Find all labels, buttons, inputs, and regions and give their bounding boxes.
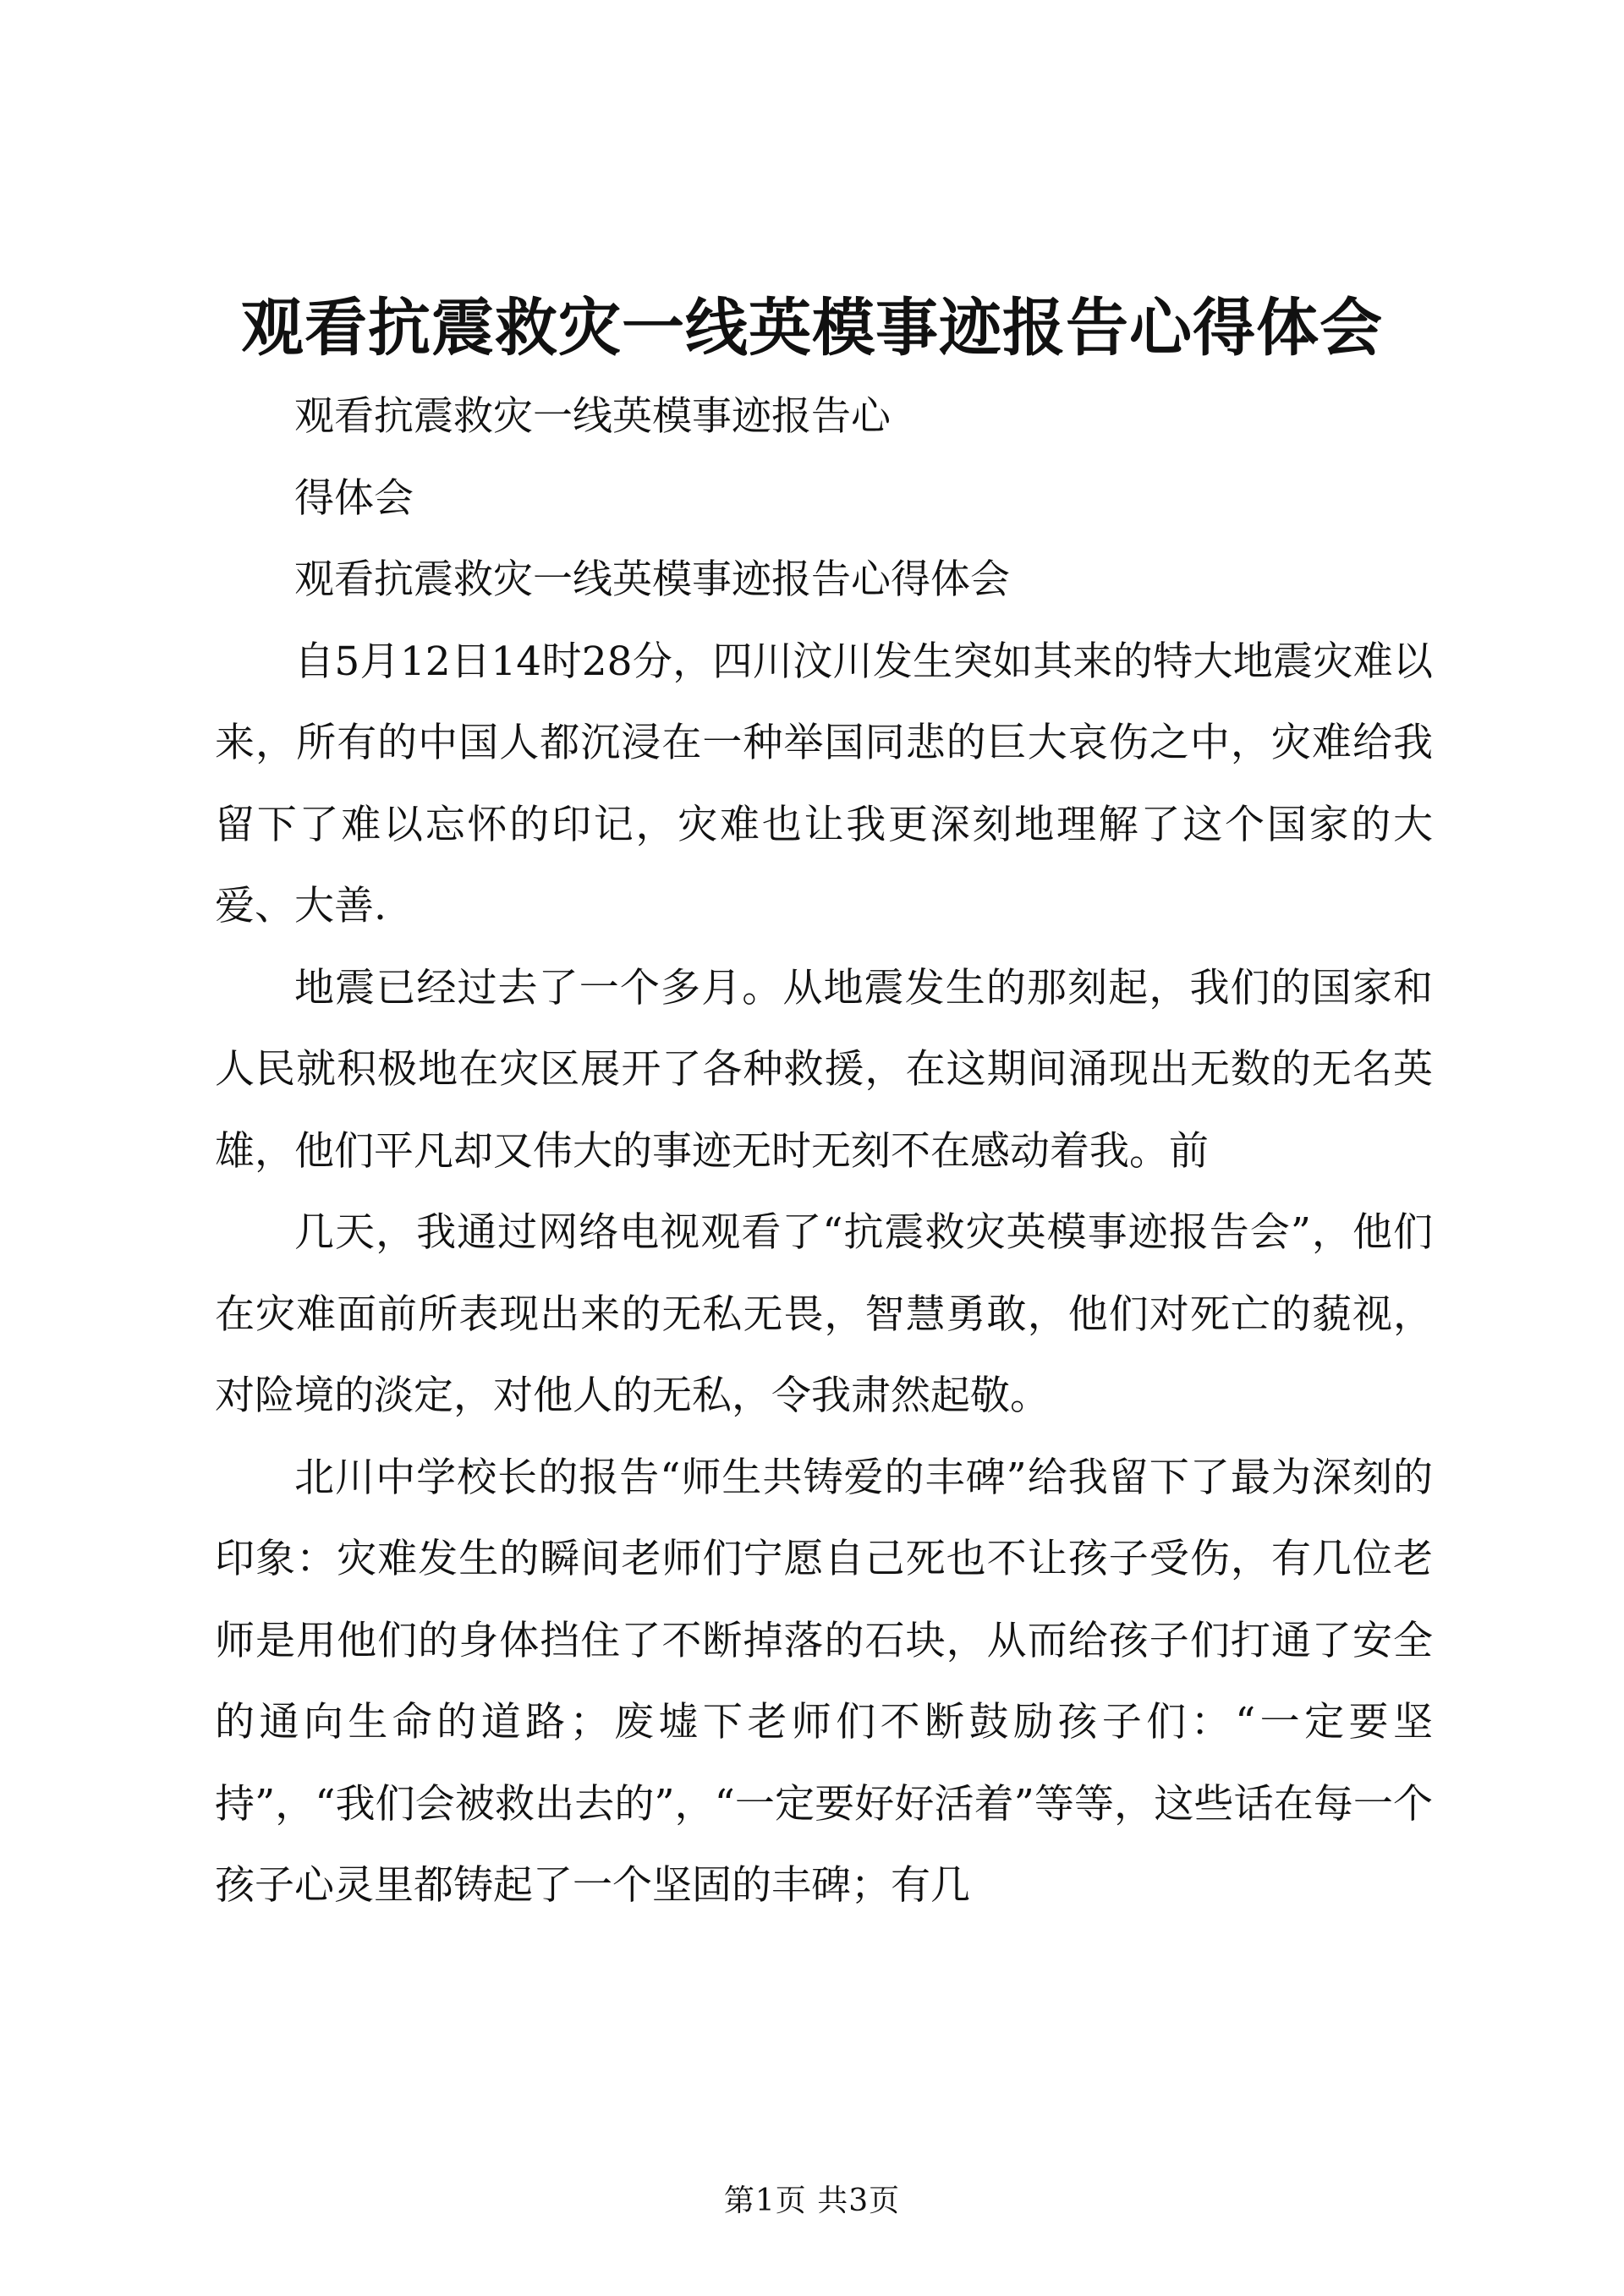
body-paragraph: 地震已经过去了一个多月。从地震发生的那刻起，我们的国家和人民就积极地在灾区展开了各种救援，在这期间涌现出无数的无名英雄，他们平凡却又伟大的事迹无时无刻不在感动着我。前 [215,964,1433,1175]
body-paragraph: 自5月12日14时28分，四川汶川发生突如其来的特大地震灾难以来，所有的中国人都沉浸在一种举国同悲的巨大哀伤之中，灾难给我留下了难以忘怀的印记，灾难也让我更深刻地理解了这个国家的大爱、大善. [215,638,1433,929]
subtitle-line-2: 得体会 [294,474,414,522]
subtitle-line-1: 观看抗震救灾一线英模事迹报告心 [294,393,891,440]
subtitle-line-3: 观看抗震救灾一线英模事迹报告心得体会 [294,556,1010,603]
document-body [215,376,1433,1927]
body-paragraph: 几天，我通过网络电视观看了“抗震救灾英模事迹报告会”，他们在灾难面前所表现出来的无私无畏，智慧勇敢，他们对死亡的藐视，对险境的淡定，对他人的无私，令我肃然起敬。 [215,1209,1433,1419]
document-title: 观看抗震救灾一线英模事迹报告心得体会 [241,292,1383,364]
body-paragraph: 北川中学校长的报告“师生共铸爱的丰碑”给我留下了最为深刻的印象：灾难发生的瞬间老师们宁愿自己死也不让孩子受伤，有几位老师是用他们的身体挡住了不断掉落的石块，从而给孩子们打通了安全的通向生命的道路；废墟下老师们不断鼓励孩子们：“一定要坚持”，“我们会被救出去的”，“一定要好好活着”等等，这些话在每一个孩子心灵里都铸起了一个坚固的丰碑；有几 [215,1454,1433,1909]
page-footer: 第1页 共3页 [723,2184,901,2218]
